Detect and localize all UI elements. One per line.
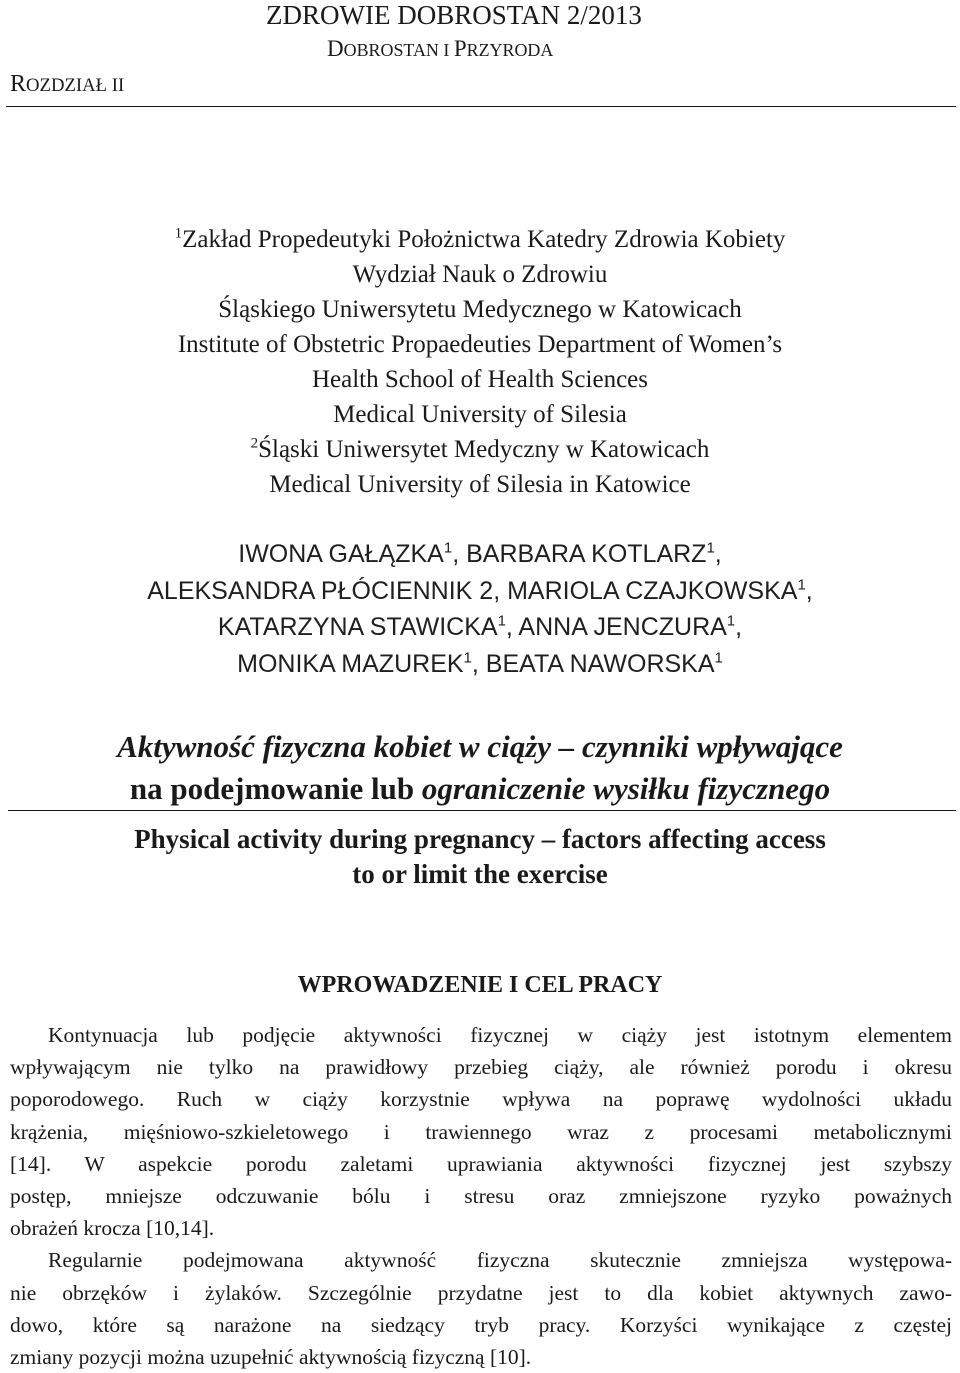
title-english-line-1: Physical activity during pregnancy – factors affecting access (134, 824, 826, 854)
title-polish-line-1: Aktywność fizyczna kobiet w ciąży – czynniki wpływające (117, 729, 843, 764)
author-affiliation-sup: 1 (463, 649, 472, 667)
affiliations (0, 222, 960, 502)
author-name: , BARBARA KOTLARZ (452, 540, 707, 568)
article-title-polish (0, 726, 960, 810)
affiliation-sup-1: 1 (174, 225, 183, 242)
paragraph-line: Regularnie podejmowana aktywność fizyczna skutecznie zmniejsza występowa- (48, 1248, 952, 1273)
section-label-part2: RZYRODA (466, 40, 554, 60)
author-separator: , (714, 540, 722, 568)
paragraph-line: postęp, mniejsze odczuwanie bólu i stresu oraz zmniejszone ryzyko poważnych (10, 1184, 952, 1209)
title-polish-line-2-italic: ograniczenie wysiłku fizycznego (421, 771, 831, 806)
affiliation-line-2: Wydział Nauk o Zdrowiu (352, 261, 608, 288)
paragraph-line: [14]. W aspekcie porodu zaletami uprawiania aktywności fizycznej jest szybszy (10, 1151, 952, 1176)
author-affiliation-sup: 1 (726, 612, 736, 630)
affiliation-line-4: Institute of Obstetric Propaedeuties Department of Women’s (177, 331, 783, 358)
paragraph-line: zmiany pozycji można uzupełnić aktywnością fizyczną [10]. (10, 1345, 532, 1370)
affiliation-line-6: Medical University of Silesia (333, 401, 627, 428)
section-label-initial-p: P (453, 36, 467, 61)
journal-title: ZDROWIE DOBROSTAN 2/2013 (266, 0, 642, 30)
chapter-label-initial: R (10, 71, 27, 97)
author-affiliation-sup: 1 (497, 612, 506, 630)
title-polish-line-2-regular: na podejmowanie lub (129, 771, 422, 806)
author-line-3 (0, 609, 960, 646)
paragraph-line: obrażeń krocza [10,14]. (10, 1216, 215, 1241)
author-name: KATARZYNA STAWICKA (217, 613, 498, 641)
section-label (327, 36, 553, 63)
paragraph-2 (10, 1244, 952, 1373)
paragraph-line: nie obrzęków i żylaków. Szczególnie przydatne jest to dla kobiet aktywnych zawo- (10, 1280, 952, 1305)
affiliation-line-5: Health School of Health Sciences (311, 366, 648, 393)
paragraph-1 (10, 1019, 952, 1244)
affiliation-line-7 (0, 432, 960, 467)
author-name: IWONA GAŁĄZKA (238, 540, 444, 568)
title-divider (8, 810, 956, 811)
affiliation-line-8: Medical University of Silesia in Katowice (269, 471, 691, 498)
author-separator: , (805, 576, 813, 605)
author-name: MONIKA MAZUREK (237, 649, 464, 678)
author-line-4 (0, 646, 960, 683)
title-polish-line-2 (0, 768, 960, 810)
section-label-part1: OBROSTAN I (343, 40, 454, 60)
affiliation-line-3: Śląskiego Uniwersytetu Medycznego w Katowicach (218, 296, 742, 323)
author-affiliation-sup: 1 (797, 576, 806, 594)
title-english-line-2: to or limit the exercise (352, 859, 608, 889)
paragraph-line: Kontynuacja lub podjęcie aktywności fizycznej w ciąży jest istotnym elementem (48, 1023, 952, 1047)
author-name: , ANNA JENCZURA (505, 613, 727, 641)
author-list (0, 536, 960, 682)
affiliation-sup-2: 2 (250, 435, 259, 452)
author-affiliation-sup: 1 (443, 539, 453, 557)
author-separator: , (735, 613, 743, 641)
body-text (10, 1019, 952, 1373)
paragraph-line: poporodowego. Ruch w ciąży korzystnie wpływa na poprawę wydolności układu (10, 1087, 952, 1112)
author-line-2 (0, 573, 960, 610)
paragraph-line: dowo, które są narażone na siedzący tryb pracy. Korzyści wynikające z częstej (10, 1312, 952, 1337)
author-name: , BEATA NAWORSKA (471, 649, 715, 678)
paragraph-line: krążenia, mięśniowo-szkieletowego i trawiennego wraz z procesami metabolicznymi (10, 1119, 952, 1144)
chapter-label-rest: OZDZIAŁ II (26, 75, 125, 96)
affiliation-text-1: Zakład Propedeutyki Położnictwa Katedry Zdrowia Kobiety (182, 226, 786, 253)
section-heading: WPROWADZENIE I CEL PRACY (297, 972, 663, 998)
chapter-label (10, 70, 124, 100)
article-title-english (0, 822, 960, 892)
author-line-1 (0, 536, 960, 573)
author-affiliation-sup: 1 (706, 539, 715, 557)
author-name: ALEKSANDRA PŁÓCIENNIK 2, MARIOLA CZAJKOWSKA (147, 576, 798, 605)
affiliation-text-7: Śląski Uniwersytet Medyczny w Katowicach (258, 436, 710, 463)
section-label-initial-d: D (327, 36, 344, 61)
header-divider (6, 106, 956, 107)
author-affiliation-sup: 1 (714, 649, 723, 667)
paragraph-line: wpływającym nie tylko na prawidłowy przebieg ciąży, ale również porodu i okresu (10, 1055, 952, 1080)
affiliation-line-1 (0, 222, 960, 257)
